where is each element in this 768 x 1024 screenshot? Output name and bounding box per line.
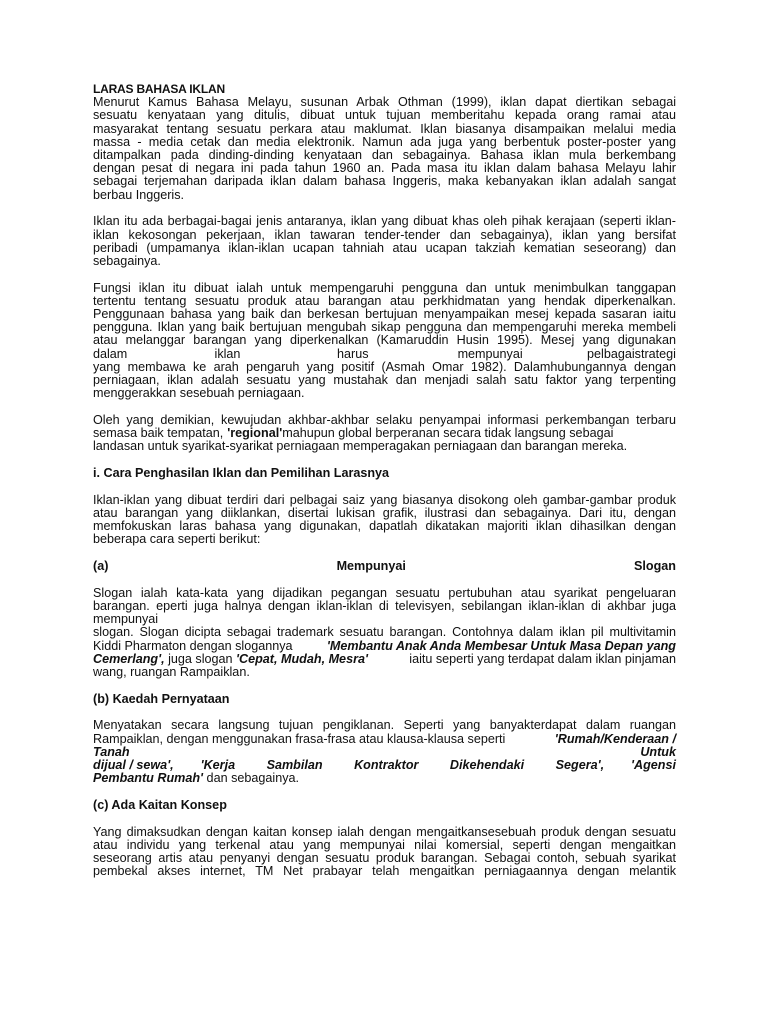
- text-line-spread: [93, 348, 676, 361]
- text-line: pengguna. Iklan yang baik bertujuan mengubah sikap pengguna dan mempengaruhi mereka membeli: [93, 320, 676, 335]
- text-line: massa - media cetak dan media elektronik. Namun ada juga yang berbentuk poster-poster yang: [93, 134, 676, 149]
- word: iklan: [214, 346, 241, 361]
- text-line: tertentu tentang sesuatu produk atau barangan atau perkhidmatan yang hendak diperkenalkan.: [93, 293, 676, 308]
- text-segment: iaitu seperti yang terdapat dalam iklan pinjaman: [409, 651, 676, 666]
- subheading-word: Slogan: [634, 559, 676, 574]
- text-segment: Kiddi Pharmaton dengan slogannya: [93, 638, 293, 653]
- subheading-a: [93, 560, 676, 573]
- emphasis-text: 'Rumah/Kenderaan /: [554, 731, 676, 746]
- emphasis-text: Untuk: [640, 744, 676, 759]
- text-line: pembekal akses internet, TM Net prabayar telah mengaitkan perniagaannya dengan melantik: [93, 864, 676, 879]
- text-line: ditampalkan pada dinding-dinding kenyataan dan sebagainya. Bahasa iklan mula berkembang: [93, 148, 676, 163]
- emphasis-text: 'Kerja Sambilan Kontraktor Dikehendaki Segera',: [200, 758, 605, 773]
- text-line: wang, ruangan Rampaiklan.: [93, 665, 250, 680]
- text-line: [93, 733, 676, 746]
- subheading-b: (b) Kaedah Pernyataan: [93, 691, 230, 706]
- emphasis-text: dijual / sewa',: [93, 758, 174, 773]
- emphasis-text: Pembantu Rumah': [93, 771, 204, 786]
- text-line: atau barangan yang diiklankan, disertai lukisan grafik, ilustrasi dan sebagainya. Dari itu, dengan: [93, 505, 676, 520]
- subheading-label: (a): [93, 559, 109, 574]
- text-line: Fungsi iklan itu dibuat ialah untuk mempengaruhi pengguna dan untuk menimbulkan tanggapan: [93, 280, 676, 295]
- emphasis-text: 'Agensi: [631, 758, 676, 773]
- text-line: menggerakkan sesebuah perniagaan.: [93, 386, 305, 401]
- text-line: peribadi (umpamanya iklan-iklan ucapan tahniah atau ucapan takziah kematian seseorang) dan: [93, 240, 676, 255]
- paragraph-function: [93, 282, 676, 401]
- text-line: perniagaan, iklan adalah sesuatu yang mustahak dan menjadi salah satu faktor yang terpenting: [93, 373, 676, 388]
- text-segment: juga slogan: [164, 651, 237, 666]
- paragraph-newspapers: [93, 414, 676, 454]
- text-line: masyarakat tentang sesuatu perkara atau maklumat. Iklan biasanya disampaikan melalui media: [93, 121, 676, 136]
- text-line: Menyatakan secara langsung tujuan pengiklanan. Seperti yang banyakterdapat dalam ruangan: [93, 718, 676, 733]
- text-segment: semasa baik tempatan,: [93, 426, 224, 441]
- subheading-c: (c) Ada Kaitan Konsep: [93, 797, 227, 812]
- emphasis-text: 'Cepat, Mudah, Mesra': [236, 651, 368, 666]
- text-line: atau melanggar barangan yang diperkenalkan (Kamaruddin Husin 1995). Mesej yang digunakan: [93, 333, 676, 348]
- text-segment: mahupun global berperanan secara tidak langsung sebagai: [282, 426, 614, 441]
- text-line: Menurut Kamus Bahasa Melayu, susunan Arbak Othman (1999), iklan dapat diertikan sebagai: [93, 95, 676, 110]
- text-line: beberapa cara seperti berikut:: [93, 532, 261, 547]
- text-line: Yang dimaksudkan dengan kaitan konsep ialah dengan mengaitkansesebuah produk dengan sesuatu: [93, 824, 676, 839]
- text-line: memfokuskan laras bahasa yang digunakan, dapatlah dikatakan majoriti iklan dihasilkan dengan: [93, 519, 676, 534]
- text-line: sesuatu kenyataan yang ditulis, dibuat untuk tujuan memberitahu kepada orang ramai atau: [93, 108, 676, 123]
- text-line: barangan. eperti juga halnya dengan iklan-iklan di televisyen, sebilangan iklan-iklan di akhbar juga: [93, 599, 676, 613]
- text-line: iklan kekosongan pekerjaan, iklan tawaran tender-tender dan sebagainya), iklan yang bersifat: [93, 227, 676, 242]
- document-page: [93, 83, 676, 878]
- subheading-word: Mempunyai: [336, 559, 406, 574]
- emphasis-text: Tanah: [93, 744, 130, 759]
- paragraph-definition: [93, 96, 676, 202]
- document-title: LARAS BAHASA IKLAN: [93, 82, 225, 96]
- emphasis-text: Cemerlang',: [93, 651, 165, 666]
- paragraph-types: [93, 215, 676, 268]
- text-line: atau individu yang terkenal atau yang mempunyai nilai komersial, seperti dengan mengaitkan: [93, 837, 676, 852]
- text-line: [93, 772, 676, 785]
- paragraph-statement: [93, 719, 676, 785]
- text-line: Oleh yang demikian, kewujudan akhbar-akhbar selaku penyampai informasi perkembangan terbaru: [93, 412, 676, 427]
- paragraph-concept: [93, 826, 676, 879]
- text-line: Iklan itu ada berbagai-bagai jenis antaranya, iklan yang dibuat khas oleh pihak kerajaan (seperti iklan-: [93, 214, 676, 229]
- emphasis-text: 'regional': [227, 426, 283, 441]
- emphasis-text: 'Membantu Anak Anda Membesar Untuk Masa Depan yang: [326, 638, 676, 653]
- text-line: seseorang artis atau penyanyi dengan sesuatu produk barangan. Sebagai contoh, sebuah syarikat: [93, 851, 676, 866]
- text-line: slogan. Slogan dicipta sebagai trademark sesuatu barangan. Contohnya dalam iklan pil multivitamin: [93, 625, 676, 640]
- word: strategi: [634, 346, 676, 361]
- text-line: Penggunaan bahasa yang baik dan berkesan bertujuan menyampaikan mesej kepada sasaran iaitu: [93, 307, 676, 322]
- word: dalam: [93, 346, 128, 361]
- text-line: mempunyai: [93, 612, 159, 627]
- text-line: sebagainya.: [93, 253, 161, 268]
- word: pelbagai: [587, 346, 635, 361]
- text-line: landasan untuk syarikat-syarikat perniagaan memperagakan perniagaan dan barangan mereka.: [93, 439, 628, 454]
- text-line: Slogan ialah kata-kata yang dijadikan pegangan sesuatu pertubuhan atau syarikat pengeluaran: [93, 585, 676, 600]
- text-segment: Rampaiklan, dengan menggunakan frasa-frasa atau klausa-klausa seperti: [93, 731, 506, 746]
- word: mempunyai: [457, 346, 523, 361]
- text-line: dengan pesat di negara ini pada tahun 1960 an. Pada masa itu iklan dalam bahasa Melayu lahir: [93, 161, 676, 176]
- text-line: berbau Inggeris.: [93, 187, 185, 202]
- paragraph-methods: [93, 494, 676, 547]
- text-line: yang membawa ke arah pengaruh yang positif (Asmah Omar 1982). Dalamhubungannya dengan: [93, 359, 676, 374]
- paragraph-slogan: [93, 587, 676, 679]
- text-line: Iklan-iklan yang dibuat terdiri dari pelbagai saiz yang biasanya disokong oleh gambar-gambar produk: [93, 492, 676, 507]
- section-heading-i: i. Cara Penghasilan Iklan dan Pemilihan Larasnya: [93, 466, 390, 481]
- text-line: sebagai terjemahan daripada iklan dalam bahasa Inggeris, maka kebanyakan iklan adalah sangat: [93, 174, 676, 189]
- text-segment: dan sebagainya.: [203, 771, 299, 786]
- word: harus: [337, 346, 369, 361]
